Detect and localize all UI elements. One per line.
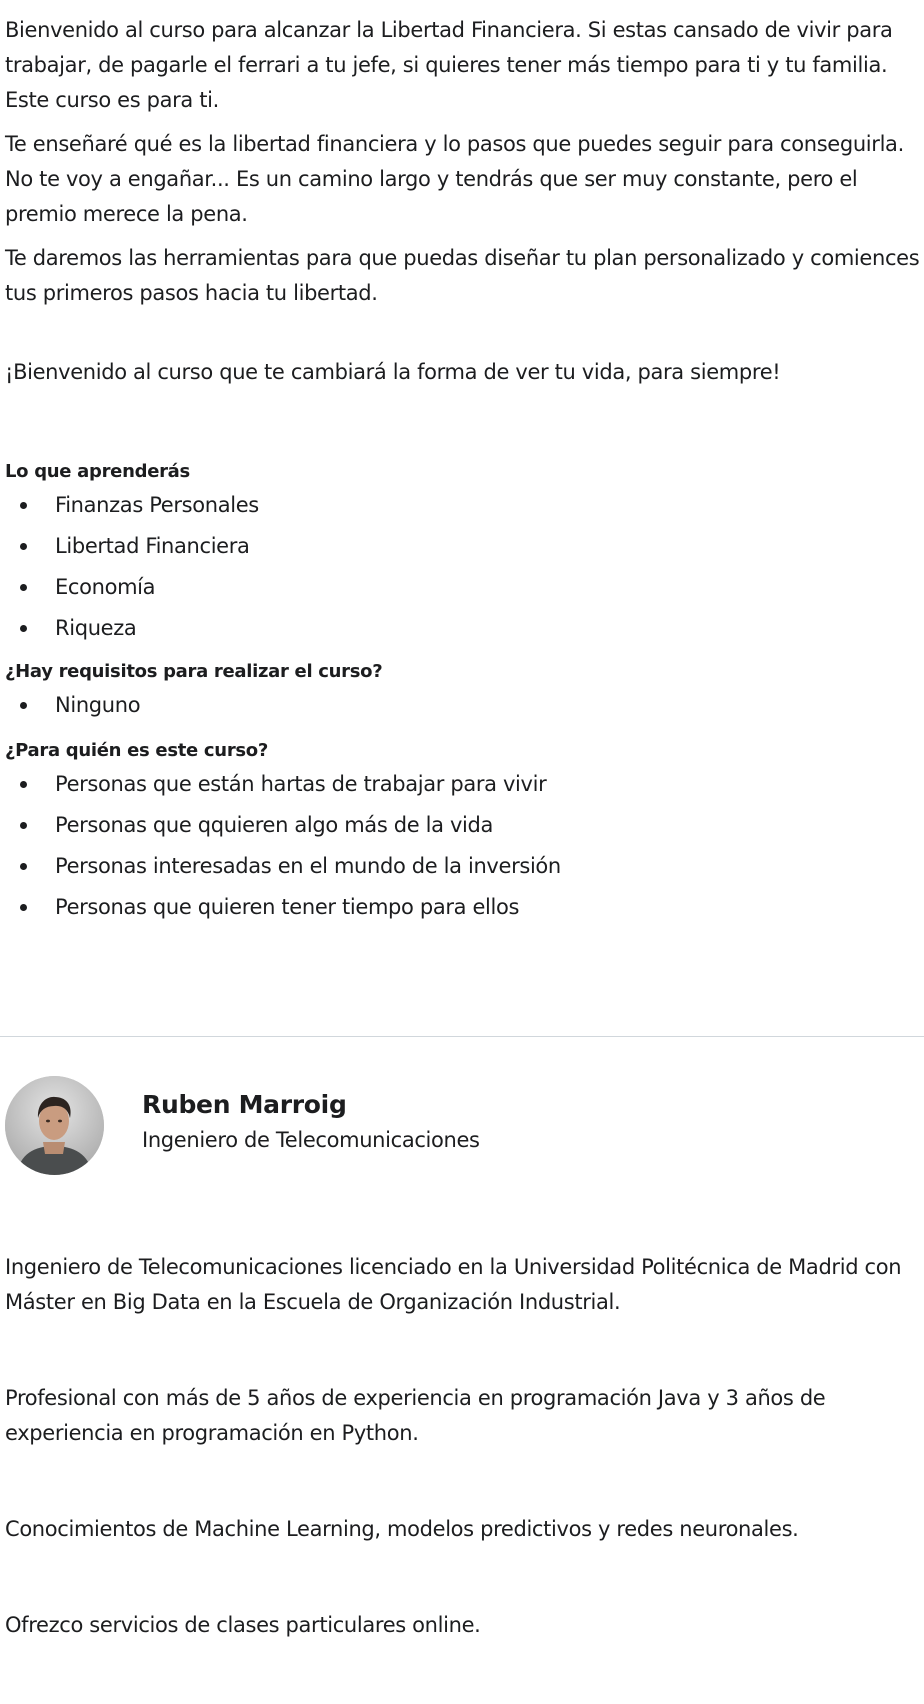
list-item-label: Libertad Financiera xyxy=(55,534,250,558)
instructor-photo xyxy=(5,1076,104,1175)
list-item-label: Personas interesadas en el mundo de la inversión xyxy=(55,854,561,878)
description-paragraph: Bienvenido al curso para alcanzar la Libertad Financiera. Si estas cansado de vivir para trabajar, de pagarle el ferrari a tu jefe, si quieres tener más tiempo para ti y tu familia. Este curso es para ti. xyxy=(5,18,893,112)
list-item xyxy=(5,568,920,609)
bullet-icon xyxy=(20,863,27,870)
bullet-icon xyxy=(20,625,27,632)
welcome-message: ¡Bienvenido al curso que te cambiará la forma de ver tu vida, para siempre! xyxy=(5,360,781,384)
list-item xyxy=(5,806,920,847)
bullet-icon xyxy=(20,543,27,550)
list-item-label: Personas que quieren tener tiempo para ellos xyxy=(55,895,520,919)
avatar[interactable] xyxy=(5,1076,104,1175)
description-paragraph: Te daremos las herramientas para que puedas diseñar tu plan personalizado y comiences tus primeros pasos hacia tu libertad. xyxy=(5,246,920,305)
list-item xyxy=(5,765,920,806)
description-paragraph: Te enseñaré qué es la libertad financiera y lo pasos que puedes seguir para conseguirla. No te voy a engañar... Es un camino largo y tendrás que ser muy constante, pero el premio merece la pena. xyxy=(5,132,904,226)
list-item-label: Ninguno xyxy=(55,693,141,717)
course-description xyxy=(5,13,920,929)
bullet-icon xyxy=(20,702,27,709)
bullet-icon xyxy=(20,822,27,829)
list-item xyxy=(5,888,920,929)
bio-paragraph: Ofrezco servicios de clases particulares online. xyxy=(5,1613,481,1637)
bullet-icon xyxy=(20,904,27,911)
list-item xyxy=(5,527,920,568)
requirements-heading: ¿Hay requisitos para realizar el curso? xyxy=(5,661,383,682)
list-item xyxy=(5,486,920,527)
list-item-label: Riqueza xyxy=(55,616,137,640)
list-item xyxy=(5,609,920,650)
list-item xyxy=(5,847,920,888)
requirements-list xyxy=(5,686,920,727)
list-item-label: Personas que están hartas de trabajar para vivir xyxy=(55,772,547,796)
audience-heading: ¿Para quién es este curso? xyxy=(5,740,269,761)
instructor-bio xyxy=(5,1250,920,1704)
learn-list xyxy=(5,486,920,650)
instructor-title: Ingeniero de Telecomunicaciones xyxy=(142,1128,480,1152)
bullet-icon xyxy=(20,781,27,788)
bio-paragraph: Ingeniero de Telecomunicaciones licenciado en la Universidad Politécnica de Madrid con Máster en Big Data en la Escuela de Organización Industrial. xyxy=(5,1255,902,1314)
instructor-name[interactable]: Ruben Marroig xyxy=(142,1090,347,1119)
instructor-card xyxy=(5,1076,920,1176)
list-item-label: Finanzas Personales xyxy=(55,493,259,517)
list-item-label: Economía xyxy=(55,575,156,599)
bullet-icon xyxy=(20,502,27,509)
list-item-label: Personas que qquieren algo más de la vida xyxy=(55,813,494,837)
list-item xyxy=(5,686,920,727)
bio-paragraph: Profesional con más de 5 años de experiencia en programación Java y 3 años de experiencia en programación en Python. xyxy=(5,1386,826,1445)
section-divider xyxy=(0,1036,924,1037)
bio-paragraph: Conocimientos de Machine Learning, modelos predictivos y redes neuronales. xyxy=(5,1517,799,1541)
bullet-icon xyxy=(20,584,27,591)
audience-list xyxy=(5,765,920,929)
learn-heading: Lo que aprenderás xyxy=(5,461,190,482)
